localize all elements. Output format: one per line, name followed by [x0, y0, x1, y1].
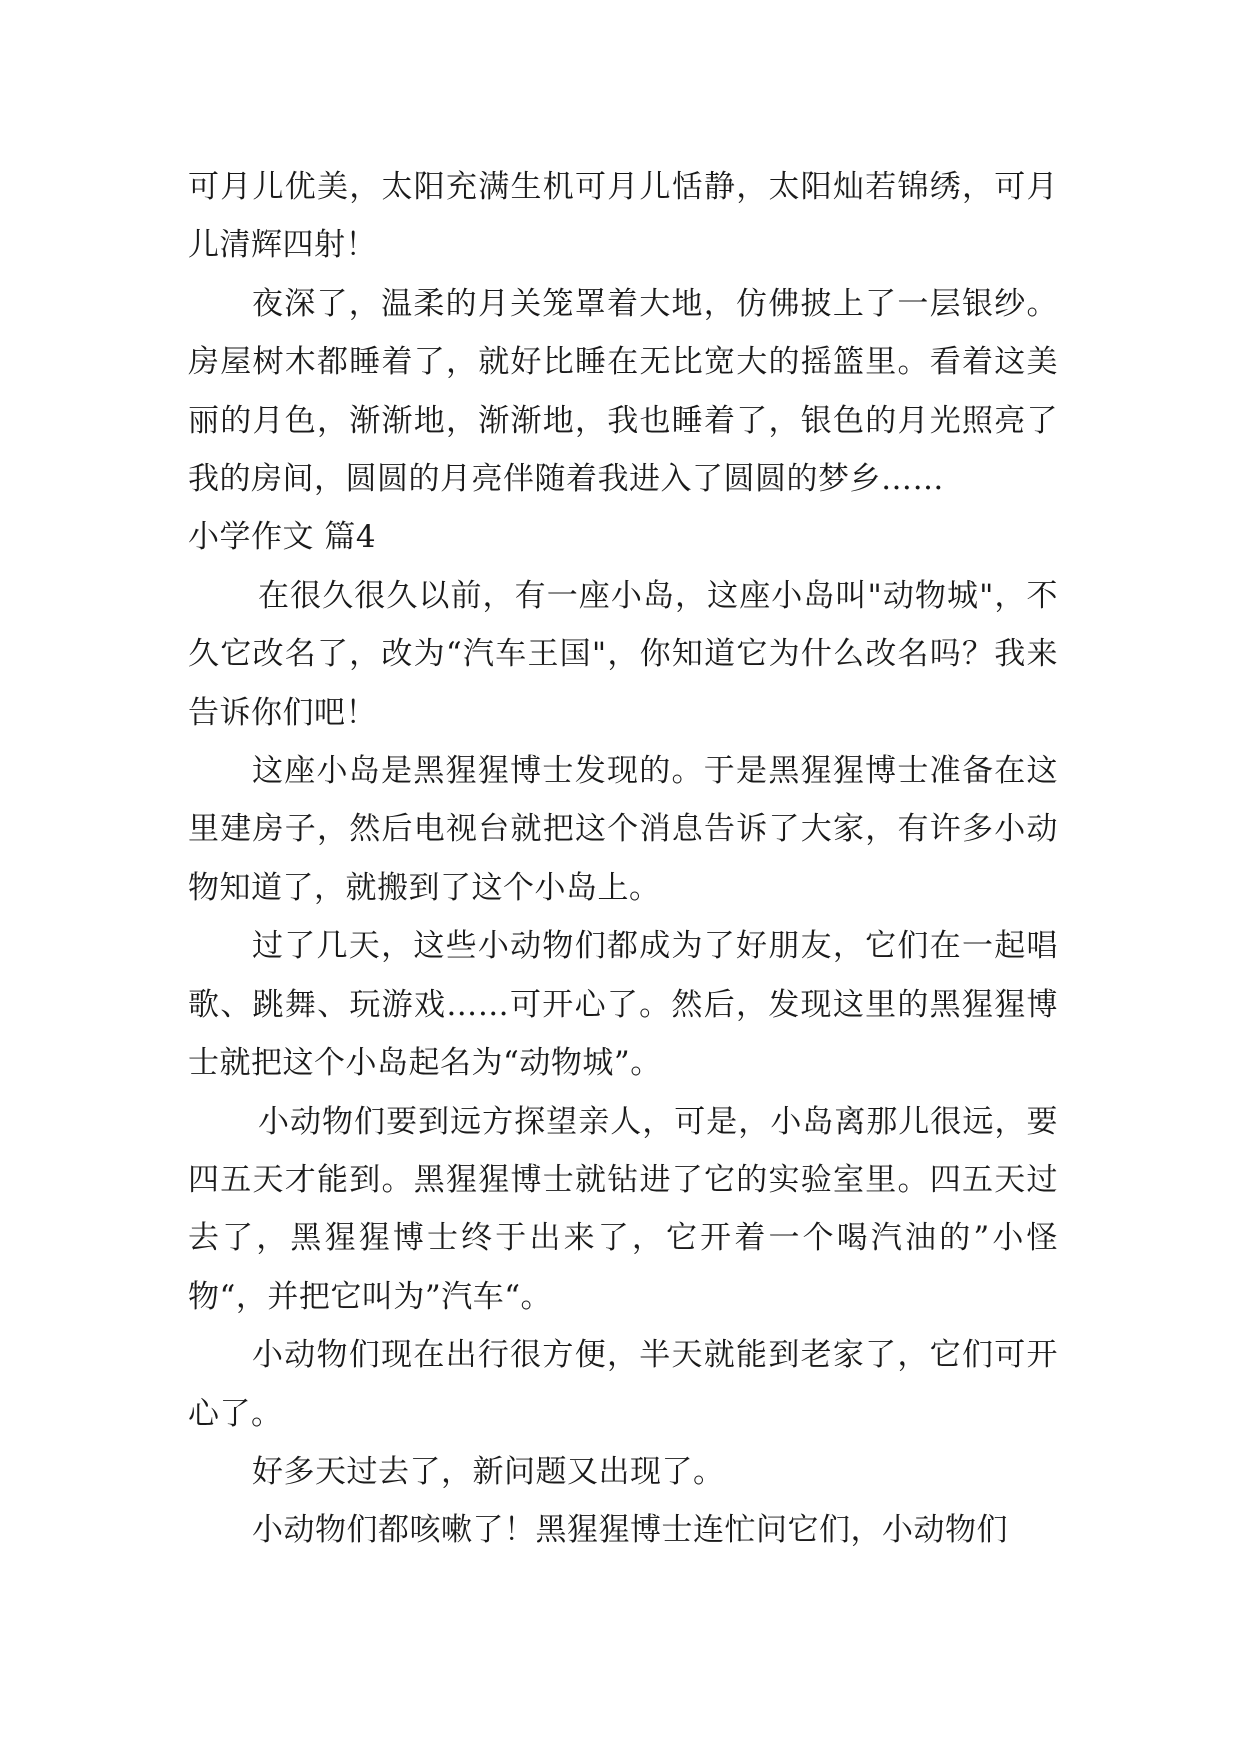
- paragraph-friends: 过了几天，这些小动物们都成为了好朋友，它们在一起唱歌、跳舞、玩游戏……可开心了。然后，发现这里的黑猩猩博士就把这个小岛起名为“动物城”。: [188, 928, 1058, 1082]
- paragraph-new-problem: 好多天过去了，新问题又出现了。: [252, 1453, 725, 1490]
- document-page: [188, 158, 1058, 1560]
- section-heading: 小学作文 篇4: [188, 519, 377, 556]
- paragraph-continuation: 可月儿优美，太阳充满生机可月儿恬静，太阳灿若锦绣，可月儿清辉四射！: [188, 169, 1058, 264]
- paragraph-relatives: 小动物们要到远方探望亲人，可是，小岛离那儿很远，要四五天才能到。黑猩猩博士就钻进了它的实验室里。四五天过去了，黑猩猩博士终于出来了，它开着一个喝汽油的”小怪物“，并把它叫为”汽车“。: [188, 1103, 1058, 1315]
- paragraph-long-ago: 在很久很久以前，有一座小岛，这座小岛叫"动物城"，不久它改名了，改为“汽车王国"，你知道它为什么改名吗？我来告诉你们吧！: [188, 577, 1058, 731]
- paragraph-discovered: 这座小岛是黑猩猩博士发现的。于是黑猩猩博士准备在这里建房子，然后电视台就把这个消息告诉了大家，有许多小动物知道了，就搬到了这个小岛上。: [188, 753, 1058, 906]
- paragraph-coughing: 小动物们都咳嗽了！黑猩猩博士连忙问它们，小动物们: [252, 1512, 1008, 1549]
- paragraph-night: 夜深了，温柔的月关笼罩着大地，仿佛披上了一层银纱。房屋树木都睡着了，就好比睡在无比宽大的摇篮里。看着这美丽的月色，渐渐地，渐渐地，我也睡着了，银色的月光照亮了我的房间，圆圆的月亮伴随着我进入了圆圆的梦乡……: [188, 285, 1058, 498]
- paragraph-convenient: 小动物们现在出行很方便，半天就能到老家了，它们可开心了。: [188, 1337, 1058, 1432]
